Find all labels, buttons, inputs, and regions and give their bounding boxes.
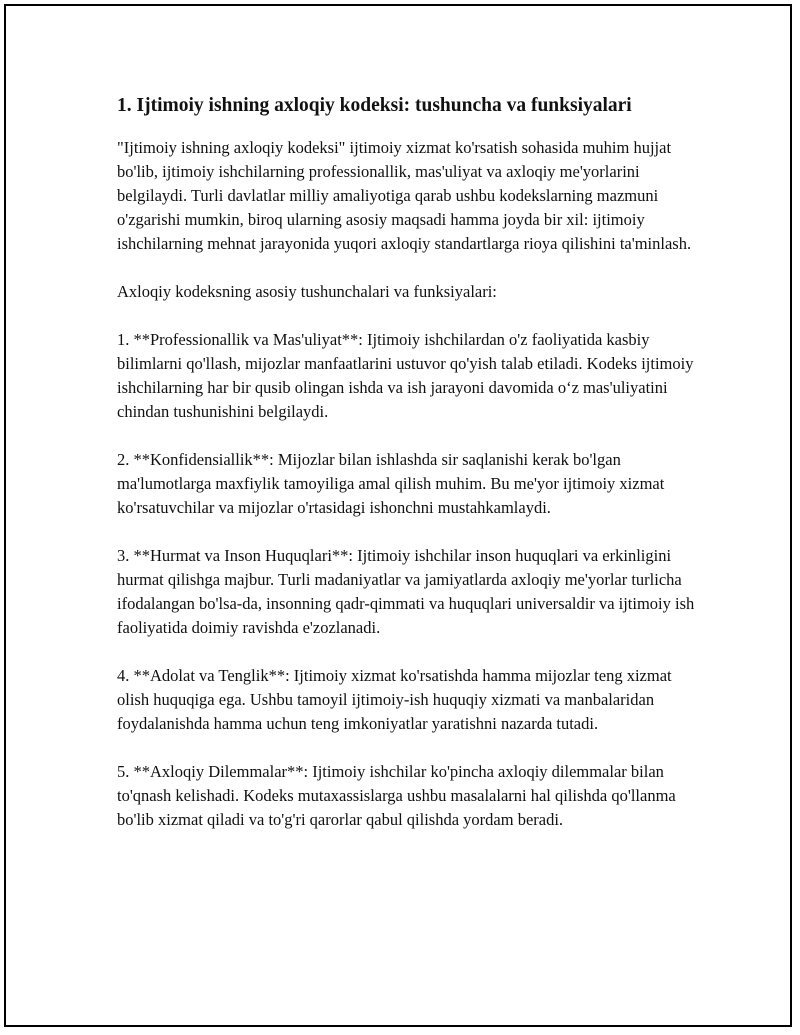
intro-paragraph: "Ijtimoiy ishning axloqiy kodeksi" ijtimoiy xizmat ko'rsatish sohasida muhim hujjat bo'lib, ijtimoiy ishchilarning professionallik, mas'uliyat va axloqiy me'yorlarini belgilaydi. Turli davlatlar milliy amaliyotiga qarab ushbu kodekslarning mazmuni o'zgarishi mumkin, biroq ularning asosiy maqsadi hamma joyda bir xil: ijtimoiy ishchilarning mehnat jarayonida yuqori axloqiy standartlarga rioya qilishini ta'minlash. [117, 138, 692, 253]
list-intro-paragraph: Axloqiy kodeksning asosiy tushunchalari va funksiyalari: [117, 282, 497, 301]
list-item-justice-equality: 4. **Adolat va Tenglik**: Ijtimoiy xizmat ko'rsatishda hamma mijozlar teng xizmat olish huquqiga ega. Ushbu tamoyil ijtimoiy-ish huquqiy xizmati va manbalaridan foydalanishda hamma uchun teng imkoniyatlar yaratishni nazarda tutadi. [117, 666, 672, 733]
list-item-professionalism: 1. **Professionallik va Mas'uliyat**: Ijtimoiy ishchilardan o'z faoliyatida kasbiy bilimlarni qo'llash, mijozlar manfaatlarini ustuvor qo'yish talab etiladi. Kodeks ijtimoiy ishchilarning har bir qusib olingan ishda va ish jarayoni davomida o‘z mas'uliyatini chindan tushunishini belgilaydi. [117, 330, 694, 421]
list-item-ethical-dilemmas: 5. **Axloqiy Dilemmalar**: Ijtimoiy ishchilar ko'pincha axloqiy dilemmalar bilan to'qnash kelishadi. Kodeks mutaxassislarga ushbu masalalarni hal qilishda qo'llanma bo'lib xizmat qiladi va to'g'ri qarorlar qabul qilishda yordam beradi. [117, 762, 676, 829]
list-item-human-rights: 3. **Hurmat va Inson Huquqlari**: Ijtimoiy ishchilar inson huquqlari va erkinligini hurmat qilishga majbur. Turli madaniyatlar va jamiyatlarda axloqiy me'yorlar turlicha ifodalangan bo'lsa-da, insonning qadr-qimmati va huquqlari universaldir va ijtimoiy ish faoliyatida doimiy ravishda e'zozlanadi. [117, 546, 695, 637]
list-item-confidentiality: 2. **Konfidensiallik**: Mijozlar bilan ishlashda sir saqlanishi kerak bo'lgan ma'lumotlarga maxfiylik tamoyiliga amal qilish muhim. Bu me'yor ijtimoiy xizmat ko'rsatuvchilar va mijozlar o'rtasidagi ishonchni mustahkamlaydi. [117, 450, 665, 517]
section-heading: 1. Ijtimoiy ishning axloqiy kodeksi: tushuncha va funksiyalari [117, 95, 632, 116]
document-body [117, 92, 697, 856]
